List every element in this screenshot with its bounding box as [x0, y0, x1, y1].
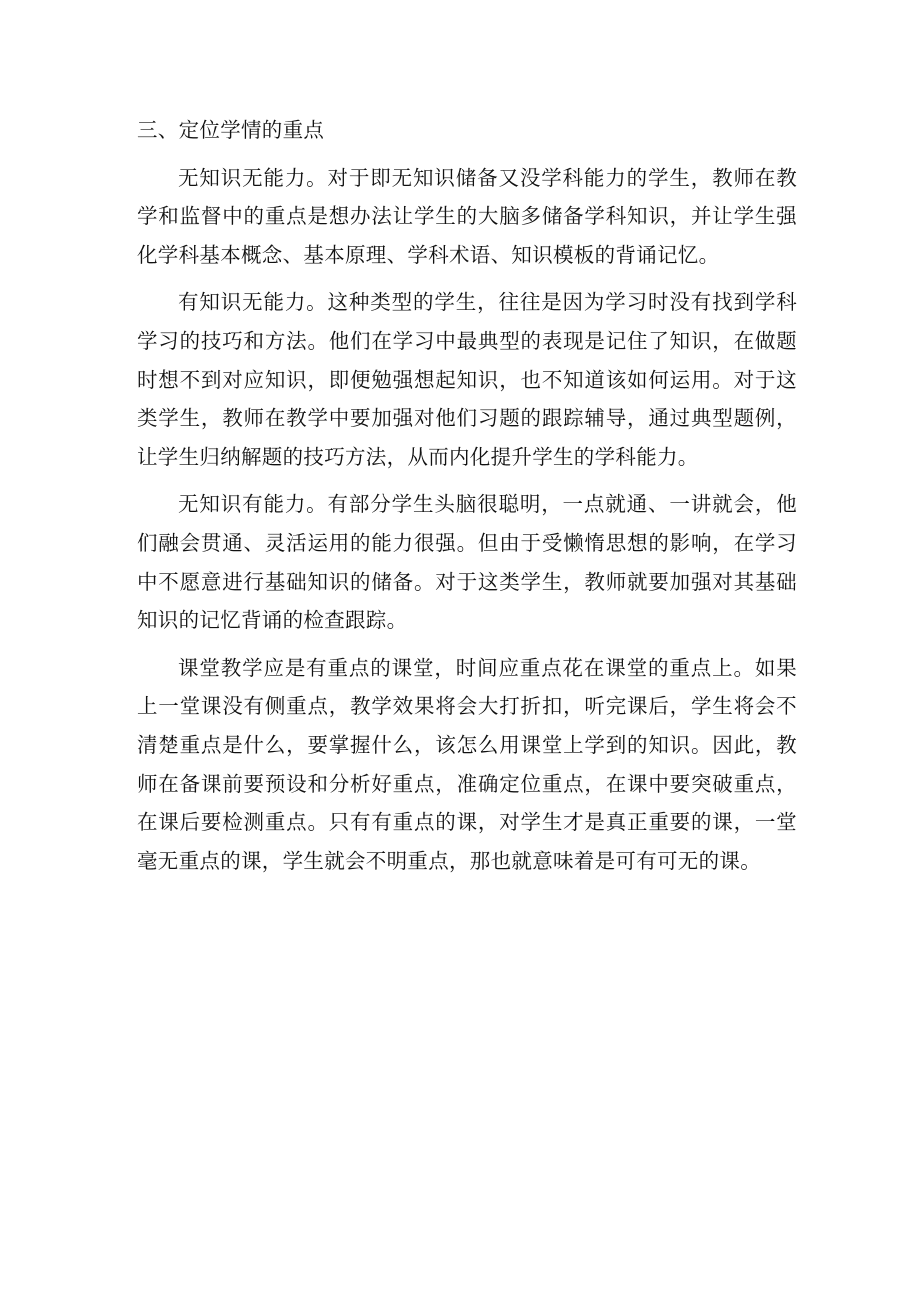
paragraph-classroom-focus: 课堂教学应是有重点的课堂，时间应重点花在课堂的重点上。如果上一堂课没有侧重点，教学效果将会大打折扣，听完课后，学生将会不清楚重点是什么，要掌握什么，该怎么用课堂上学到的知识。因此，教师在备课前要预设和分析好重点，准确定位重点，在课中要突破重点，在课后要检测重点。只有有重点的课，对学生才是真正重要的课，一堂毫无重点的课，学生就会不明重点，那也就意味着是可有可无的课。	[137, 655, 797, 873]
paragraph-no-knowledge-no-ability: 无知识无能力。对于即无知识储备又没学科能力的学生，教师在教学和监督中的重点是想办法让学生的大脑多储备学科知识，并让学生强化学科基本概念、基本原理、学科术语、知识模板的背诵记忆。	[137, 165, 797, 267]
section-heading: 三、定位学情的重点	[137, 118, 325, 142]
paragraph-no-knowledge-ability: 无知识有能力。有部分学生头脑很聪明，一点就通、一讲就会，他们融会贯通、灵活运用的能力很强。但由于受懒惰思想的影响，在学习中不愿意进行基础知识的储备。对于这类学生，教师就要加强对其基础知识的记忆背诵的检查跟踪。	[137, 492, 797, 633]
document-body	[137, 111, 797, 889]
paragraph-knowledge-no-ability: 有知识无能力。这种类型的学生，往往是因为学习时没有找到学科学习的技巧和方法。他们在学习中最典型的表现是记住了知识，在做题时想不到对应知识，即便勉强想起知识，也不知道该如何运用。对于这类学生，教师在教学中要加强对他们习题的跟踪辅导，通过典型题例，让学生归纳解题的技巧方法，从而内化提升学生的学科能力。	[137, 290, 797, 469]
